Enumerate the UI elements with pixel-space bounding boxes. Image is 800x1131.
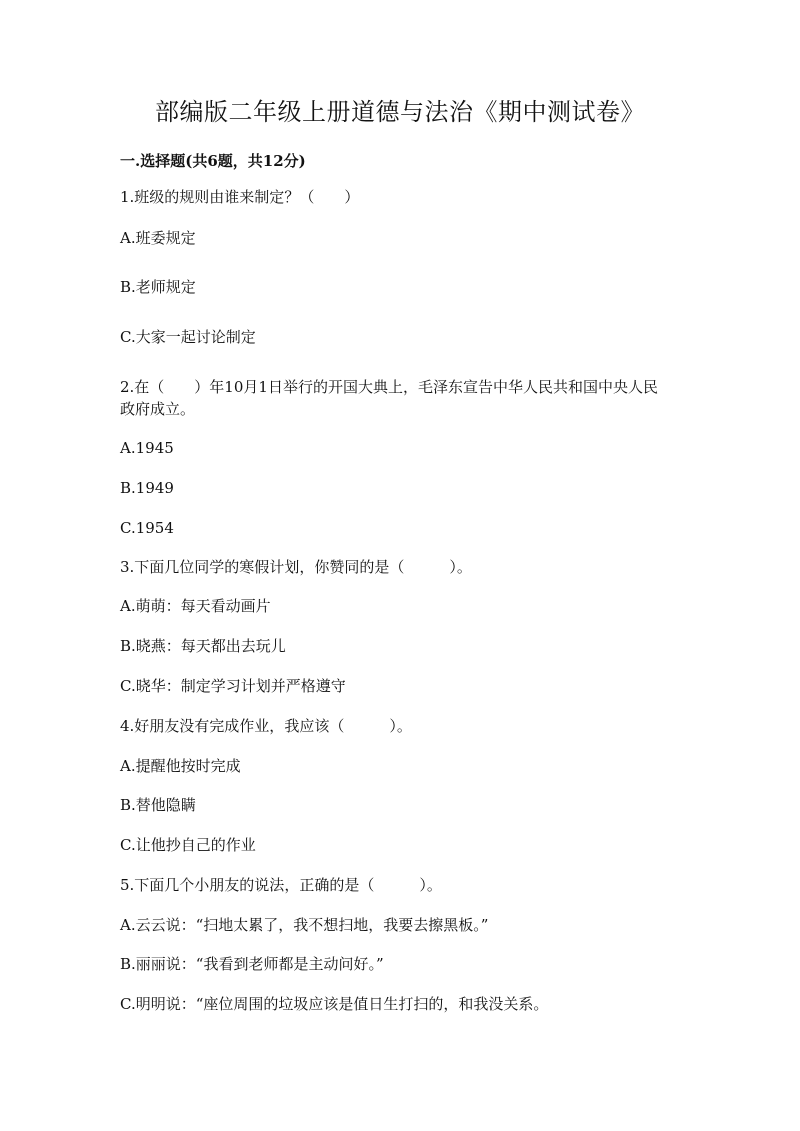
question-2-stem: 2.在（ ）年10月1日举行的开国大典上，毛泽东宣告中华人民共和国中央人民政府成立。	[120, 378, 658, 418]
question-2-option-c: C.1954	[120, 519, 174, 537]
page-title: 部编版二年级上册道德与法治《期中测试卷》	[155, 98, 645, 126]
question-5-stem: 5.下面几个小朋友的说法，正确的是（ ）。	[120, 876, 442, 894]
question-4-option-a: A.提醒他按时完成	[120, 757, 241, 775]
question-5-option-c: C.明明说：“座位周围的垃圾应该是值日生打扫的，和我没关系。	[120, 995, 549, 1013]
question-1-stem: 1.班级的规则由谁来制定？（ ）	[120, 188, 360, 206]
question-1-option-c: C.大家一起讨论制定	[120, 328, 256, 346]
question-3-stem: 3.下面几位同学的寒假计划，你赞同的是（ ）。	[120, 558, 472, 576]
question-4-option-b: B.替他隐瞒	[120, 796, 196, 814]
question-2-option-a: A.1945	[120, 439, 174, 457]
section-heading: 一.选择题(共6题，共12分)	[120, 152, 306, 170]
question-3-option-b: B.晓燕：每天都出去玩儿	[120, 637, 286, 655]
question-1-option-b: B.老师规定	[120, 278, 196, 296]
question-4-option-c: C.让他抄自己的作业	[120, 836, 256, 854]
question-2-option-b: B.1949	[120, 479, 174, 497]
question-1-option-a: A.班委规定	[120, 229, 196, 247]
question-4-stem: 4.好朋友没有完成作业，我应该（ ）。	[120, 717, 412, 735]
question-3-option-a: A.萌萌：每天看动画片	[120, 597, 271, 615]
question-3-option-c: C.晓华：制定学习计划并严格遵守	[120, 677, 346, 695]
question-5-option-b: B.丽丽说：“我看到老师都是主动问好。”	[120, 955, 384, 973]
question-5-option-a: A.云云说：“扫地太累了，我不想扫地，我要去擦黑板。”	[120, 916, 489, 934]
